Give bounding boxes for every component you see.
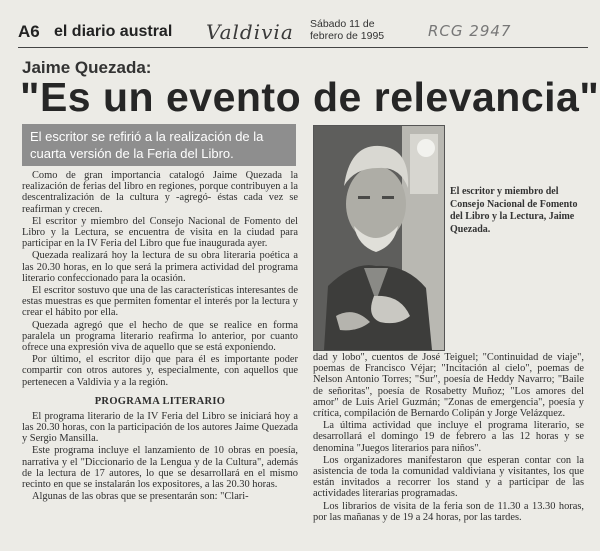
publication-date	[310, 18, 390, 42]
archive-code: RCG 2947	[428, 22, 512, 40]
article-column-1	[22, 170, 298, 503]
kicker: Jaime Quezada:	[22, 58, 152, 77]
date-line-1: Sábado 11 de	[310, 18, 375, 30]
paragraph: Por último, el escritor dijo que para él es importante poder compartir con otros autores y, especialmente, con aquellos que pertenecen a Valdivia y a la región.	[22, 354, 298, 388]
page-number: A6	[18, 22, 40, 41]
newspaper-name: el diario austral	[54, 23, 173, 40]
paragraph: El escritor sostuvo que una de las características interesantes de estas muestras es que permiten fomentar el interés por la lectura y crear el hábito por ella.	[22, 285, 298, 319]
paragraph: El programa literario de la IV Feria del Libro se iniciará hoy a las 20.30 horas, con la participación de los autores Jaime Quezada y Sergio Mansilla.	[22, 410, 298, 445]
masthead	[18, 20, 588, 50]
masthead-rule	[18, 47, 588, 48]
subhead: PROGRAMA LITERARIO	[94, 395, 226, 407]
paragraph: El escritor y miembro del Consejo Nacional de Fomento del Libro y la Lectura, se encuentra de visita en la ciudad para participar en la IV Feria del Libro que fue inaugurada ayer.	[22, 215, 298, 250]
paragraph: dad y lobo", cuentos de José Teiguel; "Continuidad de viaje", poemas de Francisco Véjar; "Incitación al cielo", poemas de Nelson Antonio Torres; "Sur", poesía de Heddy Navarro; "Baile de señoritas", poesía de Rosabetty Muñoz; "Los amores del amor" de Luis Ariel Guzmán; "Zonas de emergencia", poesía y crítica, compilación de Bernardo Colipán y Jorge Velázquez.	[313, 352, 584, 420]
paragraph: Los organizadores manifestaron que esperan contar con la asistencia de toda la comunidad valdiviana y visitantes, los que están invitados a recorrer los stand y a participar de las actividades literarias programadas.	[313, 454, 584, 500]
paragraph: Algunas de las obras que se presentarán son: "Clari-	[32, 491, 249, 503]
author-photo	[313, 125, 445, 351]
article-column-2	[313, 352, 584, 524]
handwritten-city-note: Valdivia	[206, 20, 294, 44]
paragraph: Quezada realizará hoy la lectura de su obra literaria poética a las 20.30 horas, en lo que será la primera actividad del programa literario confeccionado para la ocasión.	[22, 250, 298, 284]
paragraph: Quezada agregó que el hecho de que se realice en forma paralela un programa literario reafirma lo anterior, por cuanto ofrece una expresión viva de aquello que se está exponiendo.	[22, 319, 298, 354]
paragraph: Este programa incluye el lanzamiento de 10 obras en poesía, narrativa y el "Diccionario de la Lengua y de la Cultura", además de la lectura de 17 autores, lo que se desarrollará en el mismo recinto en que se instalarán los expositores, a las 20.30 horas.	[22, 445, 298, 491]
paragraph: La última actividad que incluye el programa literario, se desarrollará el domingo 19 de febrero a las 12 horas y se denomina "Juegos literarios para niños".	[313, 420, 584, 454]
deck-box: El escritor se refirió a la realización de la cuarta versión de la Feria del Libro.	[22, 124, 296, 166]
paragraph: Los librarios de visita de la feria son de 11.30 a 13.30 horas, por las mañanas y de 19 a 24 horas, por las tardes.	[313, 500, 584, 523]
photo-caption: El escritor y miembro del Consejo Nacional de Fomento del Libro y la Lectura, Jaime Quezada.	[450, 186, 578, 235]
portrait-illustration	[314, 126, 444, 350]
date-line-2: febrero de 1995	[310, 30, 385, 42]
headline: "Es un evento de relevancia"	[20, 74, 600, 120]
paragraph: Como de gran importancia catalogó Jaime Quezada la realización de ferias del libro en regiones, porque contribuyen a la descentralización de la cultura y -agregó- éstas cada vez se reafirman y crecen.	[22, 170, 298, 215]
